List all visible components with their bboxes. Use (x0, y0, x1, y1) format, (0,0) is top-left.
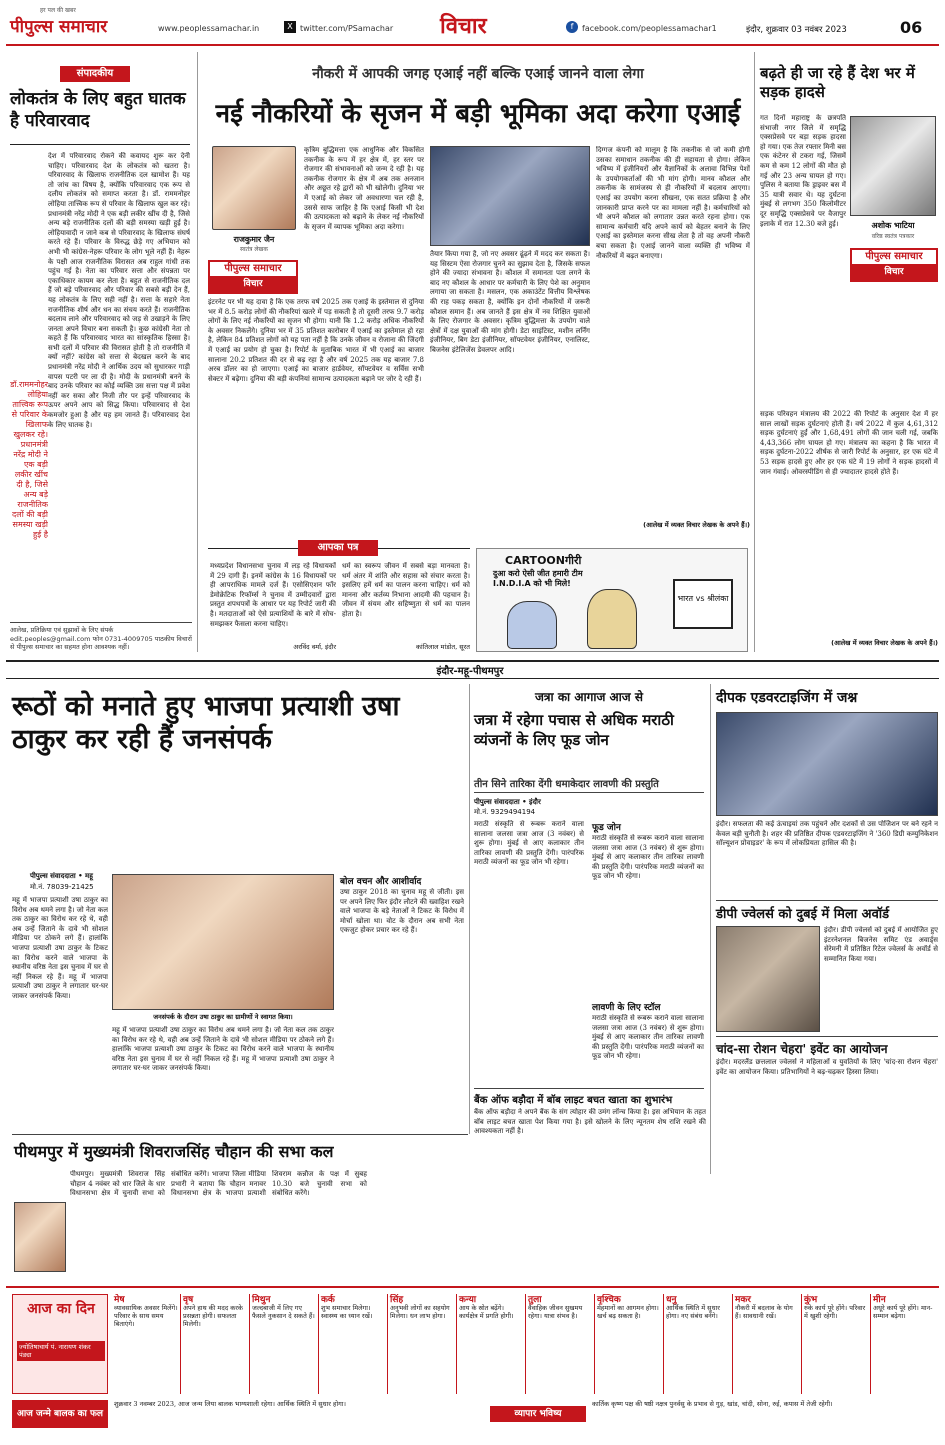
rashi-singh: सिंह अनुभवी लोगों का सहयोग मिलेगा। धन लाभ होगा। (388, 1294, 457, 1394)
rashi-meen: मीन अधूरे कार्य पूरे होंगे। मान-सम्मान बढ़ेगा। (873, 1295, 933, 1320)
lavani-title: लावणी के लिए स्टॉल (592, 1003, 661, 1013)
right-footnote: (आलेख में व्यक्त विचार लेखक के अपने हैं।) (831, 639, 938, 647)
right-headline: बढ़ते ही जा रहे हैं देश भर में सड़क हादसे (760, 64, 915, 101)
city-date: इंदौर, शुक्रवार 03 नवंबर 2023 (746, 25, 847, 35)
deepak-photo (716, 712, 938, 816)
chand-body: इंदौर। मदरलैंड छत्तलाल ज्वेलर्स ने महिलाओं व युवतियों के लिए 'चांद-सा रोशन चेहरा' इवेंट का आयोजन किया। प्रतिभागियों ने बढ़-चढ़कर हिस्सा लिया। (716, 1058, 938, 1076)
cm-rally-body: पीथमपुर। मुख्यमंत्री शिवराज सिंह चौहान 4 नवंबर को धार जिले के धार विधानसभा क्षेत्र में चुनावी सभा को संबोधित करेंगे। भाजपा जिला मीडिया प्रभारी ने बताया कि चौहान मनावर विधानसभा क्षेत्र के भाजपा प्रत्याशी शिवराम कन्नौज के पक्ष में सुबह 10.30 बजे चुनावी सभा को संबोधित करेंगे। (70, 1170, 367, 1198)
vyapar-text: कार्तिक कृष्ण पक्ष की षष्ठी नक्षत्र पुनर्वसु के प्रभाव से गुड़, खांड, चांदी, सोना, रुई, कपास में तेजी रहेगी। (592, 1400, 833, 1408)
right-author-photo (850, 116, 936, 216)
masthead (0, 0, 945, 48)
right-para-2: सड़क परिवहन मंत्रालय की 2022 की रिपोर्ट के अनुसार देश में हर साल लाखों सड़क दुर्घटनाएं होती हैं। वर्ष 2022 में कुल 4,61,312 सड़क दुर्घटनाएं हुईं और 1,68,491 लोगों की जान चली गई, जबकि 4,43,366 लोग घायल हो गए। मंत्रालय का कहना है कि भारत में सड़क दुर्घटना-2022 शीर्षक से जारी रिपोर्ट के अनुसार, हर एक घंटे में 53 सड़क हादसे हुए और हर एक घंटे में 19 लोगों ने सड़क हादसों में जान गंवाई। ओवरस्पीडिंग से ही ज्यादातर हादसे होते हैं। (760, 410, 938, 476)
cartoon-title: CARTOONगीरी (505, 554, 582, 567)
right-author-role: वरिष्ठ स्वतंत्र पत्रकार (871, 233, 915, 240)
jatra-byline: पीपुल्स संवाददाता • इंदौर (474, 798, 541, 806)
local-photo-caption: जनसंपर्क के दौरान उषा ठाकुर का ग्रामीणों ने स्वागत किया। (153, 1013, 293, 1021)
right-vichar-logo: पीपुल्स समाचार विचार (850, 248, 938, 282)
main-col-2: इंटरनेट पर भी यह दावा है कि एक तरफ वर्ष 2025 तक एआई के इस्तेमाल से दुनिया भर में 8.5 करोड़ लोगों की नौकरियां खतरे में पड़ सकती है तो दूसरी तरफ 9.7 करोड़ लोगों के लिए नई नौकरियों का सृजन भी होगा। यानी कि 1.2 करोड़ अधिक नौकरियों के अवसर निकलेंगे। दुनिया भर में 35 प्रतिशत कारोबार में एआई का इस्तेमाल हो रहा है, लेकिन 84 प्रतिशत लोगों को यह पता नहीं है कि उनके जीवन व रोजाना की जिंदगी में एआई का प्रयोग हो चुका है। रिपोर्ट के मुताबिक भारत में भी एआई का बाजार सालाना 20.2 प्रतिशत की दर से बढ़ रहा है और वर्ष 2025 तक यह बाजार 7.8 अरब डॉलर का हो जाएगा। एआई का बाजार हार्डवेयर, सॉफ्टवेयर व सर्विस सभी सेक्टर में बढ़ेगा। दुनिया की बड़ी कंपनियां सामान्य उत्पादकता बढ़ाने पर जोर दे रही हैं। (208, 298, 424, 383)
jatra-phone: मो.नं. 9329494194 (474, 808, 536, 816)
letter-1: मध्यप्रदेश विधानसभा चुनाव में लड़ रहे विधायकों में 29 दागी हैं। इनमें कांग्रेस के 16 विधायकों पर ही आपराधिक मामले दर्ज हैं। एसोसिएशन फॉर डेमोक्रेटिक रिफॉर्म्स ने चुनाव में उम्मीदवारों द्वारा प्रस्तुत शपथपत्रों के आधार पर यह रिपोर्ट जारी की है। मतदाताओं को ऐसे प्रत्याशियों के बारे में सोच-समझकर फैसला करना चाहिए। (210, 562, 336, 628)
twitter-icon: X (284, 21, 296, 33)
letter-2: धर्म का स्वरूप जीवन में सबसे बड़ा मानवता है। धर्म अंतर में शांति और सहास को संचार करता है। इसलिए हमें धर्म का पालन करना चाहिए। धर्म को मानना और कर्तव्य निभाना आदमी की पहचान है। जीवन में संयम और सहिष्णुता से धर्म का पालन होता है। (342, 562, 470, 618)
dp-photo (716, 926, 820, 1032)
bank-headline: बैंक ऑफ बड़ौदा में बॉब लाइट बचत खाता का शुभारंभ (474, 1095, 673, 1106)
ai-illustration (430, 146, 590, 246)
jatra-headline: जत्रा में रहेगा पचास से अधिक मराठी व्यंजनों के लिए फूड जोन (474, 711, 674, 749)
cartoon-figure-2 (587, 589, 637, 649)
rashi-kumbh: कुंभ रुके कार्य पूरे होंगे। परिवार में खुशी रहेगी। (802, 1294, 871, 1394)
jatra-kicker: जत्रा का आगाज आज से (535, 690, 643, 704)
rashi-dhanu: धनु आर्थिक स्थिति में सुधार होगा। नए संबंध बनेंगे। (664, 1294, 733, 1394)
dp-body: इंदौर। डीपी ज्वेलर्स को दुबई में आयोजित हुए इंटरनेशनल बिजनेस समिट एंड अवार्ड्स सेरेमनी में प्रतिष्ठित रिटेल ज्वेलर्स के अवॉर्ड से सम्मानित किया गया। (824, 926, 938, 963)
local-byline: पीपुल्स संवाददाता • महू (30, 872, 93, 880)
editorial-title: लोकतंत्र के लिए बहुत घातक है परिवारवाद (10, 89, 186, 131)
local-headline: रूठों को मनाते हुए भाजपा प्रत्याशी उषा ठाकुर कर रही हैं जनसंपर्क (12, 691, 400, 755)
letters-title: आपका पत्र (298, 540, 378, 556)
editorial-pullquote: डॉ.राममनोहर लोहिया तात्त्विक रूप से परिवार के खिलाफ खुलकर रहे।प्रधानमंत्री नरेंद्र मोदी ने एक बड़ी लकीर खींच दी है, जिसे अन्य बड़े राजनीतिक दलों की बड़ी समस्या खड़ी हुई है (10, 380, 48, 539)
local-body: महू में भाजपा प्रत्याशी उषा ठाकुर का विरोध अब थमने लगा है। जो नेता कल तक ठाकुर का विरोध कर रहे थे, वही अब उन्हें जिताने के दावे भी सोशल मीडिया पर ठोकने लगे हैं। हालांकि भाजपा प्रत्याशी उषा ठाकुर के टिकट का विरोध करने वाले भाजपा के स्थानीय वरिष्ठ नेता इस चुनाव में घर से नहीं निकल रहे हैं। महू में भाजपा प्रत्याशी उषा ठाकुर ने लगातार घर-घर जाकर जनसंपर्क किया। (12, 896, 108, 1000)
page-number: 06 (900, 18, 923, 37)
local-photo (112, 874, 334, 1010)
right-para-1: गत दिनों महाराष्ट्र के छत्रपति संभाजी नगर जिले में समृद्धि एक्सप्रेसवे पर बड़ा सड़क हादसा हो गया। एक तेज रफ्तार मिनी बस एक कंटेनर से टकरा गई, जिसमें कम से कम 12 लोगों की मौत हो गई और 23 अन्य घायल हो गए। पुलिस ने बताया कि ड्राइवर बस में 35 यात्री सवार थे। यह दुर्घटना मुंबई से लगभग 350 किलोमीटर दूर समृद्धि एक्सप्रेसवे पर वैजापुर इलाके में रात 12.30 बजे हुई। (760, 114, 846, 228)
paper-logo[interactable]: पीपुल्स समाचार (10, 17, 108, 37)
tagline: हर पल की खबर (40, 7, 76, 14)
main-kicker: नौकरी में आपकी जगह एआई नहीं बल्कि एआई जानने वाला लेगा (312, 66, 644, 82)
rashi-mithun: मिथुन जल्दबाजी में लिए गए फैसले नुकसान दे सकते हैं। (250, 1294, 319, 1394)
local-body-2: महू में भाजपा प्रत्याशी उषा ठाकुर का विरोध अब थमने लगा है। जो नेता कल तक ठाकुर का विरोध कर रहे थे, वही अब उन्हें जिताने के दावे भी सोशल मीडिया पर ठोकने लगे हैं। हालांकि भाजपा प्रत्याशी उषा ठाकुर के टिकट का विरोध करने वाले भाजपा के स्थानीय वरिष्ठ नेता इस चुनाव में घर से नहीं निकल रहे हैं। महू में भाजपा प्रत्याशी उषा ठाकुर ने लगातार घर-घर जाकर जनसंपर्क किया। (112, 1026, 334, 1073)
editorial-tag: संपादकीय (60, 66, 130, 82)
rashi-vrish: वृष अपने हाथ की मदद करके प्रसन्नता होगी। सफलता मिलेगी। (181, 1294, 250, 1394)
main-col-3: तैयार किया गया है, जो नए अवसर ढूंढ़ने में मदद कर सकता है। यह सिस्टम ऐसा रोजगार चुनने का सुझाव देता है, जिसके सफल होने की ज्यादा संभावना है। कौशल में समानता पता लगने के बाद नए कौशल के आधार पर कर्मचारी के लिए पेशे का अनुमान लगाया जा सकता है। मसलन, एक अकाउंटेंट वित्तीय विश्लेषक की राह पकड़ सकता है, क्योंकि इन दोनों नौकरियों में जरूरी कौशल समान हैं। अब जानते हैं इस क्षेत्र में नव शिक्षित युवाओं के लिए रोजगार के अवसर। कृत्रिम बुद्धिमत्ता के उपयोग वाले क्षेत्रों में दक्ष युवाओं की मांग होगी। डेटा साइंटिस्ट, मशीन लर्निंग इंजीनियर, बिग डेटा इंजीनियर, सॉफ्टवेयर इंजीनियर, एनालिस्ट, बिजनेस इंटेलिजेंस डेवलपर आदि। (430, 250, 590, 354)
rashi-kark: कर्क शुभ समाचार मिलेगा। स्वास्थ्य का ध्यान रखें। (319, 1294, 388, 1394)
section-title: विचार (440, 14, 487, 39)
deepak-headline: दीपक एडवरटाइजिंग में जश्न (716, 690, 858, 706)
rashi-vrishchik: वृश्चिक मेहमानों का आगमन होगा। खर्च बढ़ सकता है। (595, 1294, 664, 1394)
cm-photo (14, 1202, 66, 1272)
local-byline-phone: मो.नं. 78039-21425 (30, 883, 94, 891)
birthday-text: शुक्रवार 3 नवम्बर 2023, आज जन्म लिया बालक भाग्यशाली रहेगा। आर्थिक स्थिति में सुधार होगा। (114, 1400, 346, 1408)
horoscope-panchang: ज्योतिषाचार्य पं. नारायण शंकर पंड्या (17, 1341, 105, 1361)
dp-headline: डीपी ज्वेलर्स को दुबई में मिला अवॉर्ड (716, 907, 890, 922)
rashi-tula: तुला वैवाहिक जीवन सुखमय रहेगा। यात्रा संभव है। (526, 1294, 595, 1394)
website-link[interactable]: www.peoplessamachar.in (158, 24, 260, 33)
letter-1-sign: अरविंद वर्मा, इंदौर (293, 643, 336, 651)
letter-2-sign: कांतिलाल मांडोत, सूरत (416, 643, 470, 651)
rashi-makar: मकर नौकरी में बदलाव के योग हैं। सावधानी रखें। (733, 1294, 802, 1394)
jatra-sub: तीन सिने तारिका देंगी धमाकेदार लावणी की प्रस्तुति (474, 776, 704, 793)
birthday-title: आज जन्मे बालक का फल (12, 1400, 108, 1428)
main-col-4: दिग्गज कंपनी को मालूम है कि तकनीक से जो कमी होगी उसका समाधान तकनीक की ही सहायता से होगा। लेकिन भविष्य में इंजीनियरों और वैज्ञानिकों के अलावा विभिन्न पेशों के उपयोगकर्ताओं की भी मांग होगी। मानव कौशल और तकनीक के सामंजस्य से ही नौकरियों में बदलाव आएगा। एआई का उपयोग करना सीखना, एक सतत प्रक्रिया है और जानकारी प्राप्त करने पर का मामला नहीं है। कर्मचारियों को भी अपने कौशल को लगातार उन्नत करते रहना होगा। एक सामान्य कर्मचारी यदि अपने कार्य को बेहतर बनाने के लिए एआई का इस्तेमाल करना सीख लेता है तो वह अपनी नौकरी बचा सकता है। एआई जानने वाला व्यक्ति ही भविष्य में नौकरियों में बढ़त बनाएगा। (596, 146, 750, 260)
facebook-link[interactable]: facebook.com/peoplessamachar1 (582, 24, 717, 33)
editorial-footer: आलेख, प्रतिक्रिया एवं सुझावों के लिए संपर्क edit.peoples@gmail.com फोन 0731-4009705 पाठकीय विचारों से पीपुल्स समाचार का सहमत होना आवश्यक नहीं। (10, 622, 192, 652)
cartoon-box (476, 548, 748, 652)
author-name: राजकुमार जैन (233, 235, 275, 244)
jatra-body: मराठी संस्कृति से रूबरू कराने वाला सालाना जलसा जत्रा आज (3 नवंबर) से शुरू होगा। मुंबई से आए कलाकार तीन तारिका लावणी की प्रस्तुति देंगी। पारंपरिक मराठी व्यंजनों का फूड जोन भी रहेगा। (474, 820, 584, 867)
cartoon-tv: भारत vs श्रीलंका (673, 579, 733, 629)
editorial-body: देश में परिवारवाद रोकने की कवायद शुरू कर देनी चाहिए। परिवारवाद देश के लोकतंत्र को खतरा है। परिवारवाद के खिलाफ राजनीतिक दल खामोश हैं। यह तो जांच का विषय है, क्योंकि परिवारवाद एक रूप से दलीय लोकतंत्र को समाप्त करता है। डॉ. राममनोहर लोहिया तात्त्विक रूप से परिवार के खिलाफ खुल कर रहे। प्रधानमंत्री नरेंद्र मोदी ने एक बड़ी लकीर खींच दी है, जिसे अन्य बड़े राजनीतिक दलों की बड़ी समस्या खड़ी हुई है। लोहियावादी न जाने कब से परिवारवाद के खिलाफ संघर्ष करते रहे हैं। परिवार के विरुद्ध छेड़े गए अभियान को अभी भी कांग्रेस-नेहरू परिवार के लोग भूले नहीं हैं। नेहरू के पक्षी आज राजनीतिक विरासत अब राहुल गांधी तक पहुंच गई है। नेता का परिवार सत्ता और संपन्नता पर एकाधिकार कायम कर लेता है। बहुत से राजनीतिक दल हैं जो बड़े परिवारवाद और परिवार की सबसे बड़ी देन हैं, यह लोकतंत्र के लिए सही नहीं है। सत्ता के सहारे नेता राजनीतिक शीर्ष और धन का संचय करते हैं। राजनीतिक बदलाव लाने और परिवारवाद को जड़ से उखाड़ने के लिए जनता अपने विचार बना सकती है। कुछ कांग्रेसी नेता तो कहते हैं कि परिवारवाद भारत का सांस्कृतिक हिस्सा है। सभी दलों में परिवार की विरासत होती है तो राजनीति में क्यों नहीं? कांग्रेस को सत्ता से बेदखल करने के बाद प्रधानमंत्री नरेंद्र मोदी ने आर्थिक उदय को सुधारकर गाड़ी वापस पटरी पर ला दी है। मोदी के प्रधानमंत्री बनने के बाद उनके परिवार का कोई व्यक्ति उस सत्ता पक्ष में प्रवेश नहीं कर सका और निजी तौर पर इन्हें परिवारवाद के ऊपर अपने आप को सिद्ध किया। परिवारवाद से देश कमजोर हुआ है और यह हम जानते हैं। परिवारवाद देश के लिए घातक है। (48, 152, 190, 429)
jatra-body-2: मराठी संस्कृति से रूबरू कराने वाला सालाना जलसा जत्रा आज (3 नवंबर) से शुरू होगा। मुंबई से आए कलाकार तीन तारिका लावणी की प्रस्तुति देंगी। पारंपरिक मराठी व्यंजनों का फूड जोन भी रहेगा। (592, 834, 704, 881)
deepak-body: इंदौर। सफलता की कई ऊंचाइयां तक पहुंचने और दशकों से उस पोजिशन पर बने रहने न केवल बड़ी चुनौती है। शहर की प्रतिष्ठित दीपक एडवरटाइजिंग ने '360 डिग्री कम्युनिकेशन सॉल्यूशन प्रोवाइडर' के रूप में लोकप्रियता हासिल की है। (716, 820, 938, 848)
rashi-kanya: कन्या आय के स्रोत बढ़ेंगे। कार्यक्षेत्र में प्रगति होगी। (457, 1294, 526, 1394)
jatra-body-3: मराठी संस्कृति से रूबरू कराने वाला सालाना जलसा जत्रा आज (3 नवंबर) से शुरू होगा। मुंबई से आए कलाकार तीन तारिका लावणी की प्रस्तुति देंगी। पारंपरिक मराठी व्यंजनों का फूड जोन भी रहेगा। (592, 1014, 704, 1061)
chand-headline: चांद-सा रोशन चेहरा' इवेंट का आयोजन (716, 1042, 888, 1056)
horoscope-title: आज का दिन (27, 1301, 95, 1317)
main-footnote: (आलेख में व्यक्त विचार लेखक के अपने हैं।) (643, 521, 750, 529)
cartoon-speech: दुआ करो ऐसी जीत हमारी टीम I.N.D.I.A को भी मिले! (493, 569, 583, 588)
bank-body: बैंक ऑफ बड़ौदा ने अपने बैंक के संग त्योहार की उमंग लॉन्च किया है। इस अभियान के तहत बॉब लाइट बचत खाता पेश किया गया है। इसे खोलने के लिए न्यूनतम शेष राशि रखने की आवश्यकता नहीं है। (474, 1108, 706, 1136)
cm-rally-headline: पीथमपुर में मुख्यमंत्री शिवराजसिंह चौहान की सभा कल (14, 1142, 334, 1161)
author-role: स्वतंत्र लेखक (240, 246, 268, 253)
rashi-mesh: मेष व्यावसायिक अवसर मिलेंगे। परिवार के साथ समय बिताएंगे। (112, 1294, 181, 1394)
local-sub1: बोल वचन और आशीर्वाद (340, 877, 422, 887)
local-sub1-body: उषा ठाकुर 2018 का चुनाव महू से जीती। इस पर अपने लिए फिर इंदौर लौटने की ख्वाहिश रखने वाले भाजपा के बड़े नेताओं ने टिकट के विरोध में मोर्चा खोला था। वोट के दौरान अब सभी नेता एकजुट होकर प्रचार कर रहे हैं। (340, 888, 464, 935)
vyapar-title: व्यापार भविष्य (490, 1406, 586, 1422)
twitter-link[interactable]: twitter.com/PSamachar (300, 24, 394, 33)
vichar-logo: पीपुल्स समाचार विचार (208, 260, 298, 294)
cartoon-figure-1 (507, 601, 557, 649)
horoscope-box (12, 1294, 108, 1394)
main-headline: नई नौकरियों के सृजन में बड़ी भूमिका अदा करेगा एआई (215, 99, 741, 129)
food-zone-title: फूड जोन (592, 823, 621, 833)
main-col-1: कृत्रिम बुद्धिमत्ता एक आधुनिक और विकसित तकनीक के रूप में हर क्षेत्र में, हर स्तर पर रोजगार की संभावनाओं को जन्म दे रही है। यह तकनीक रोजगार के क्षेत्र में अब तक अनजान और अछूत रहे द्वारों को भी खोलेगी। दुनिया भर में एआई को लेकर जो अवधारणा चल रही है, उससे साफ जाहिर है कि एआई किसी भी देश की उत्पादकता को बढ़ाने के लेकर नई नौकरियों के सृजन में व्यापक भूमिका अदा करेगा। (304, 146, 424, 231)
facebook-icon: f (566, 21, 578, 33)
author-photo (212, 146, 296, 230)
right-author-name: अशोक भाटिया (871, 221, 915, 230)
section-bar: इंदौर-महू-पीथमपुर (436, 666, 504, 677)
